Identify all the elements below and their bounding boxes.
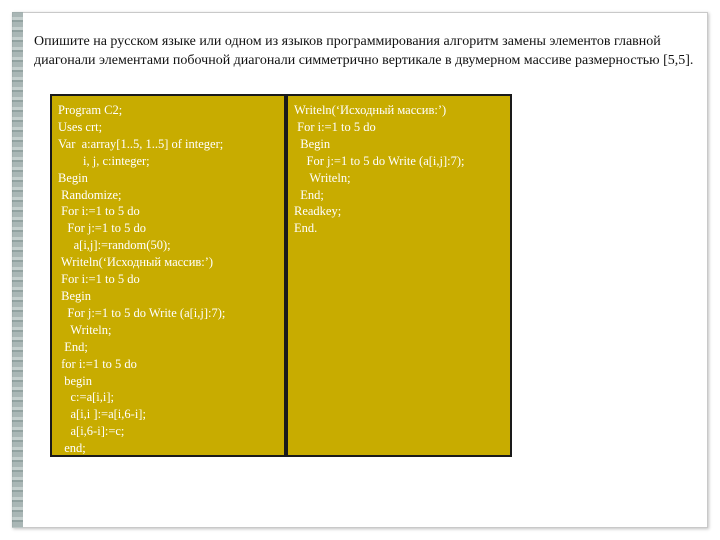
code-line: For j:=1 to 5 do xyxy=(58,221,146,236)
code-line: For i:=1 to 5 do xyxy=(58,272,140,287)
code-line: Writeln(‘Исходный массив:’) xyxy=(58,255,214,270)
code-line: Writeln; xyxy=(294,170,351,185)
code-line: Randomize; xyxy=(58,187,122,202)
code-line: Writeln; xyxy=(58,322,112,337)
code-line: Uses crt; xyxy=(58,119,103,134)
code-block-right xyxy=(286,94,512,457)
code-line: i, j, c:integer; xyxy=(58,153,150,168)
code-line: For j:=1 to 5 do Write (a[i,j]:7); xyxy=(294,153,465,168)
code-line: a[i,j]:=random(50); xyxy=(58,238,171,253)
code-line: for i:=1 to 5 do xyxy=(58,356,137,371)
code-line: a[i,i ]:=a[i,6-i]; xyxy=(58,407,146,422)
code-line: a[i,6-i]:=c; xyxy=(58,424,125,439)
code-line: Begin xyxy=(294,136,331,151)
code-line: End; xyxy=(294,187,324,202)
code-line: For j:=1 to 5 do Write (a[i,j]:7); xyxy=(58,305,226,320)
decorative-side-strip xyxy=(12,12,23,528)
code-line: For i:=1 to 5 do xyxy=(294,119,376,134)
code-line: Begin xyxy=(58,288,91,303)
code-line: begin xyxy=(58,373,93,388)
code-line: c:=a[i,i]; xyxy=(58,390,114,405)
code-line: Begin xyxy=(58,170,88,185)
code-line: end; xyxy=(58,441,86,456)
code-line: Writeln(‘Исходный массив:’) xyxy=(294,103,447,117)
code-line: End. xyxy=(294,221,318,236)
code-line: For i:=1 to 5 do xyxy=(58,204,140,219)
code-line: Var a:array[1..5, 1..5] of integer; xyxy=(58,136,224,151)
code-line: Readkey; xyxy=(294,204,342,219)
task-statement: Опишите на русском языке или одном из языков программирования алгоритм замены элементов главной диагонали элементами побочной диагонали симметрично вертикале в двумерном массиве размерностью [5,5]. xyxy=(34,34,694,68)
code-block-left xyxy=(50,94,286,457)
code-line: End; xyxy=(58,339,88,354)
code-line: Program C2; xyxy=(58,103,123,117)
